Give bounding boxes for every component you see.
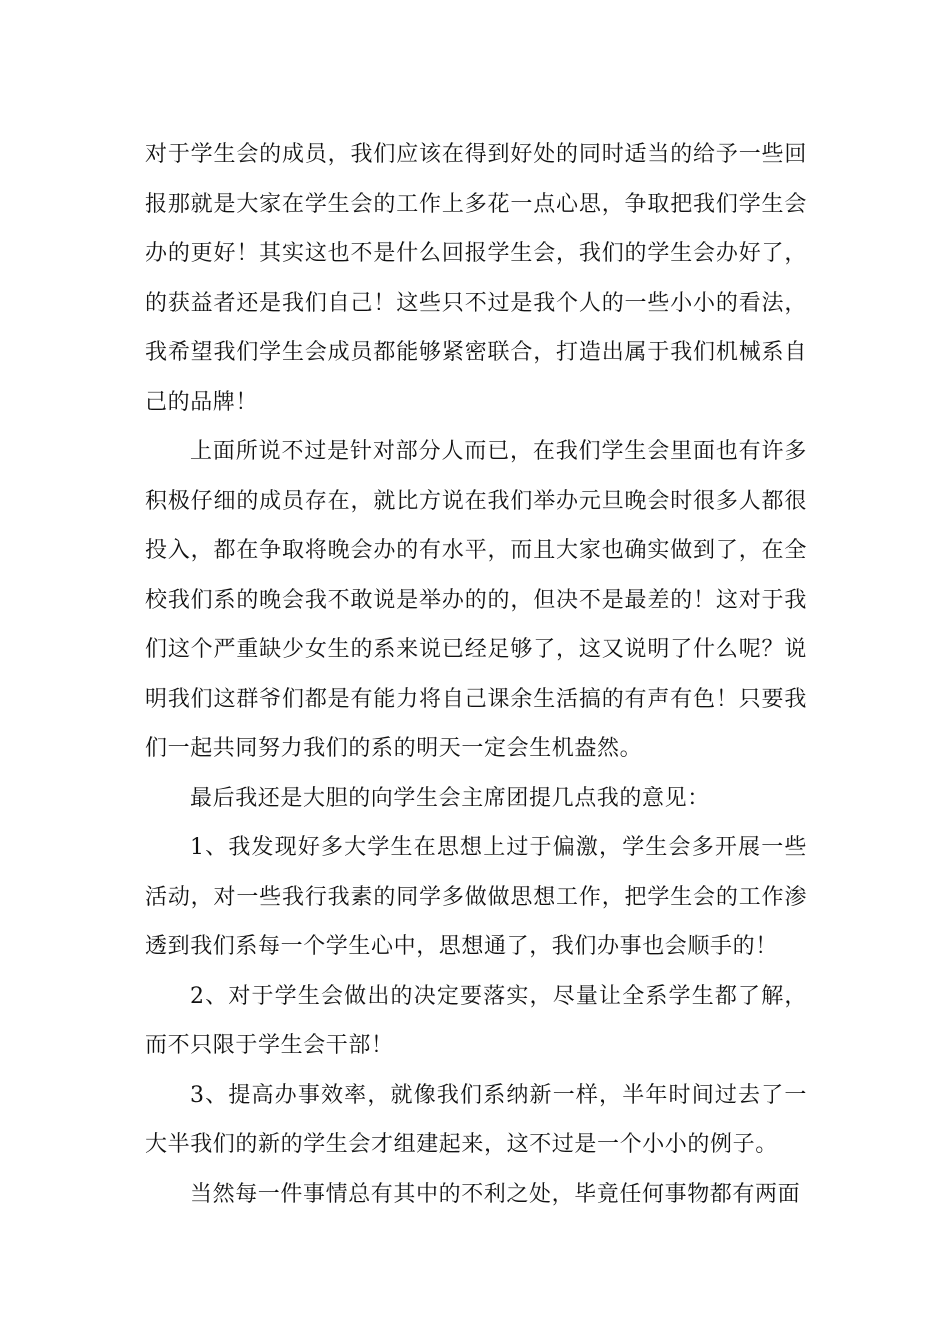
paragraph-1: 对于学生会的成员，我们应该在得到好处的同时适当的给予一些回报那就是大家在学生会的工作上多花一点心思，争取把我们学生会办的更好！其实这也不是什么回报学生会，我们的学生会办好了，的获益者还是我们自己！这些只不过是我个人的一些小小的看法，我希望我们学生会成员都能够紧密联合，打造出属于我们机械系自己的品牌！ xyxy=(145,142,807,415)
paragraph-2: 上面所说不过是针对部分人而已，在我们学生会里面也有许多积极仔细的成员存在，就比方说在我们举办元旦晚会时很多人都很投入，都在争取将晚会办的有水平，而且大家也确实做到了，在全校我们系的晚会我不敢说是举办的的，但决不是最差的！这对于我们这个严重缺少女生的系来说已经足够了，这又说明了什么呢？说明我们这群爷们都是有能力将自己课余生活搞的有声有色！只要我们一起共同努力我们的系的明天一定会生机盎然。 xyxy=(145,439,807,761)
paragraph-5: 2、对于学生会做出的决定要落实，尽量让全系学生都了解，而不只限于学生会干部！ xyxy=(145,983,807,1058)
paragraph-3: 最后我还是大胆的向学生会主席团提几点我的意见： xyxy=(190,785,710,811)
paragraph-4: 1、我发现好多大学生在思想上过于偏激，学生会多开展一些活动，对一些我行我素的同学多做做思想工作，把学生会的工作渗透到我们系每一个学生心中，思想通了，我们办事也会顺手的！ xyxy=(145,835,807,959)
paragraph-6: 3、提高办事效率，就像我们系纳新一样，半年时间过去了一大半我们的新的学生会才组建起来，这不过是一个小小的例子。 xyxy=(145,1082,807,1157)
paragraph-7: 当然每一件事情总有其中的不利之处，毕竟任何事物都有两面 xyxy=(190,1181,801,1207)
document-body xyxy=(145,130,807,1219)
